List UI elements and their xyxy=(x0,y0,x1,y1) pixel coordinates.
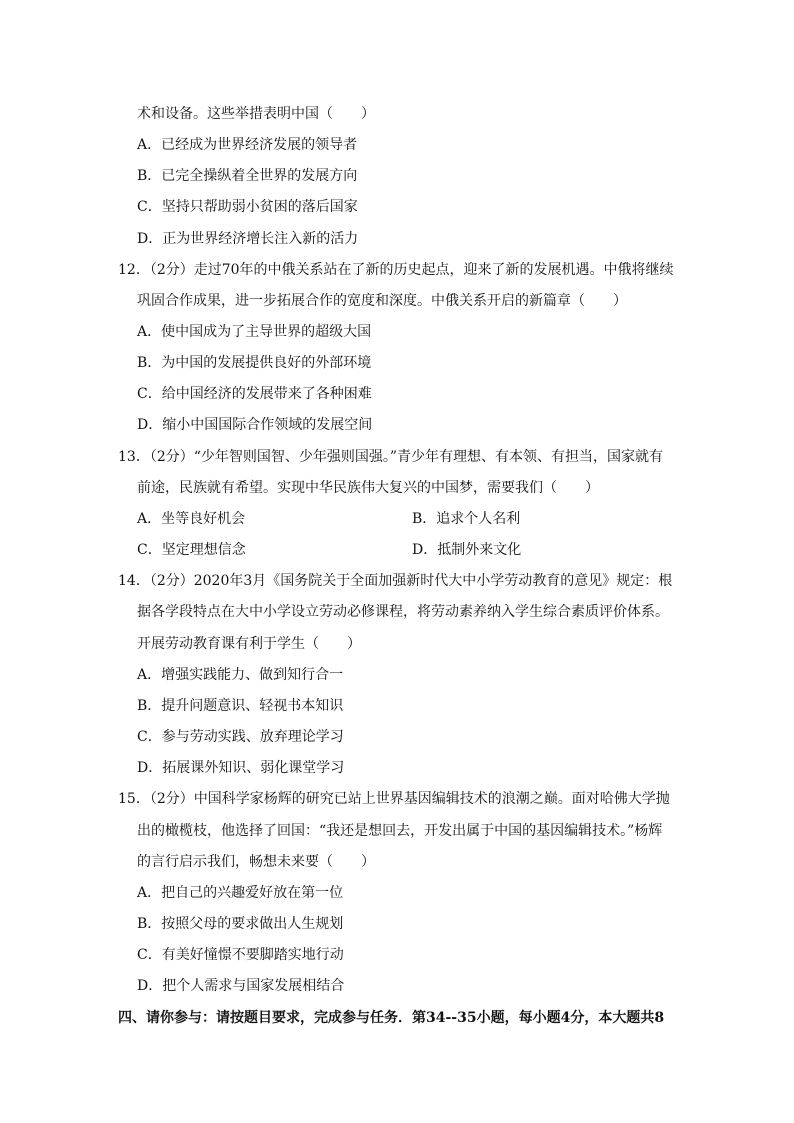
option-b[interactable]: B．追求个人名利 xyxy=(412,511,521,527)
question-stem-line: 据各学段特点在大中小学设立劳动必修课程，将劳动素养纳入学生综合素质评价体系。 xyxy=(137,604,669,620)
question-stem-line: 出的橄榄枝，他选择了回国：“我还是想回去，开发出属于中国的基因编辑技术。”杨辉 xyxy=(137,823,663,839)
question-stem-line: 巩固合作成果，进一步拓展合作的宽度和深度。中俄关系开启的新篇章（ ） xyxy=(137,293,627,309)
option-b[interactable]: B．按照父母的要求做出人生规划 xyxy=(137,916,344,932)
option-c[interactable]: C．参与劳动实践、放弃理论学习 xyxy=(137,729,344,745)
option-a[interactable]: A．把自己的兴趣爱好放在第一位 xyxy=(137,885,344,901)
option-a[interactable]: A．已经成为世界经济发展的领导者 xyxy=(137,137,358,153)
question-stem-line: 14．（2分）2020年3月《国务院关于全面加强新时代大中小学劳动教育的意见》规定：根 xyxy=(118,573,673,589)
option-c[interactable]: C．给中国经济的发展带来了各种困难 xyxy=(137,386,372,402)
question-stem-line: 开展劳动教育课有利于学生（ ） xyxy=(137,636,361,652)
option-a[interactable]: A．增强实践能力、做到知行合一 xyxy=(137,667,344,683)
option-a[interactable]: A．使中国成为了主导世界的超级大国 xyxy=(137,324,372,340)
question-stem-line: 前途，民族就有希望。实现中华民族伟大复兴的中国梦，需要我们（ ） xyxy=(137,480,599,496)
question-stem-line: 13．（2分）“少年智则国智、少年强则国强。”青少年有理想、有本领、有担当，国家就有 xyxy=(118,449,664,465)
option-d[interactable]: D．正为世界经济增长注入新的活力 xyxy=(137,231,359,247)
option-b[interactable]: B．为中国的发展提供良好的外部环境 xyxy=(137,355,372,371)
option-d[interactable]: D．拓展课外知识、弱化课堂学习 xyxy=(137,760,345,776)
option-c[interactable]: C．坚定理想信念 xyxy=(137,542,246,558)
option-d[interactable]: D．缩小中国国际合作领域的发展空间 xyxy=(137,417,373,433)
question-stem-line: 12．（2分）走过70年的中俄关系站在了新的历史起点，迎来了新的发展机遇。中俄将继续 xyxy=(118,262,674,278)
option-b[interactable]: B．已完全操纵着全世界的发展方向 xyxy=(137,168,358,184)
option-d[interactable]: D．抵制外来文化 xyxy=(412,542,522,558)
question-stem-line: 术和设备。这些举措表明中国（ ） xyxy=(137,106,375,122)
option-a[interactable]: A．坐等良好机会 xyxy=(137,511,246,527)
option-b[interactable]: B．提升问题意识、轻视书本知识 xyxy=(137,698,344,714)
option-c[interactable]: C．坚持只帮助弱小贫困的落后国家 xyxy=(137,199,358,215)
option-c[interactable]: C．有美好憧憬不要脚踏实地行动 xyxy=(137,947,344,963)
question-stem-line: 15．（2分）中国科学家杨辉的研究已站上世界基因编辑技术的浪潮之巅。面对哈佛大学抛 xyxy=(118,791,670,807)
option-d[interactable]: D．把个人需求与国家发展相结合 xyxy=(137,978,345,994)
question-stem-line: 的言行启示我们，畅想未来要（ ） xyxy=(137,854,375,870)
section-heading: 四、请你参与：请按题目要求，完成参与任务．第34--35小题，每小题4分，本大题共8 xyxy=(118,1010,665,1026)
